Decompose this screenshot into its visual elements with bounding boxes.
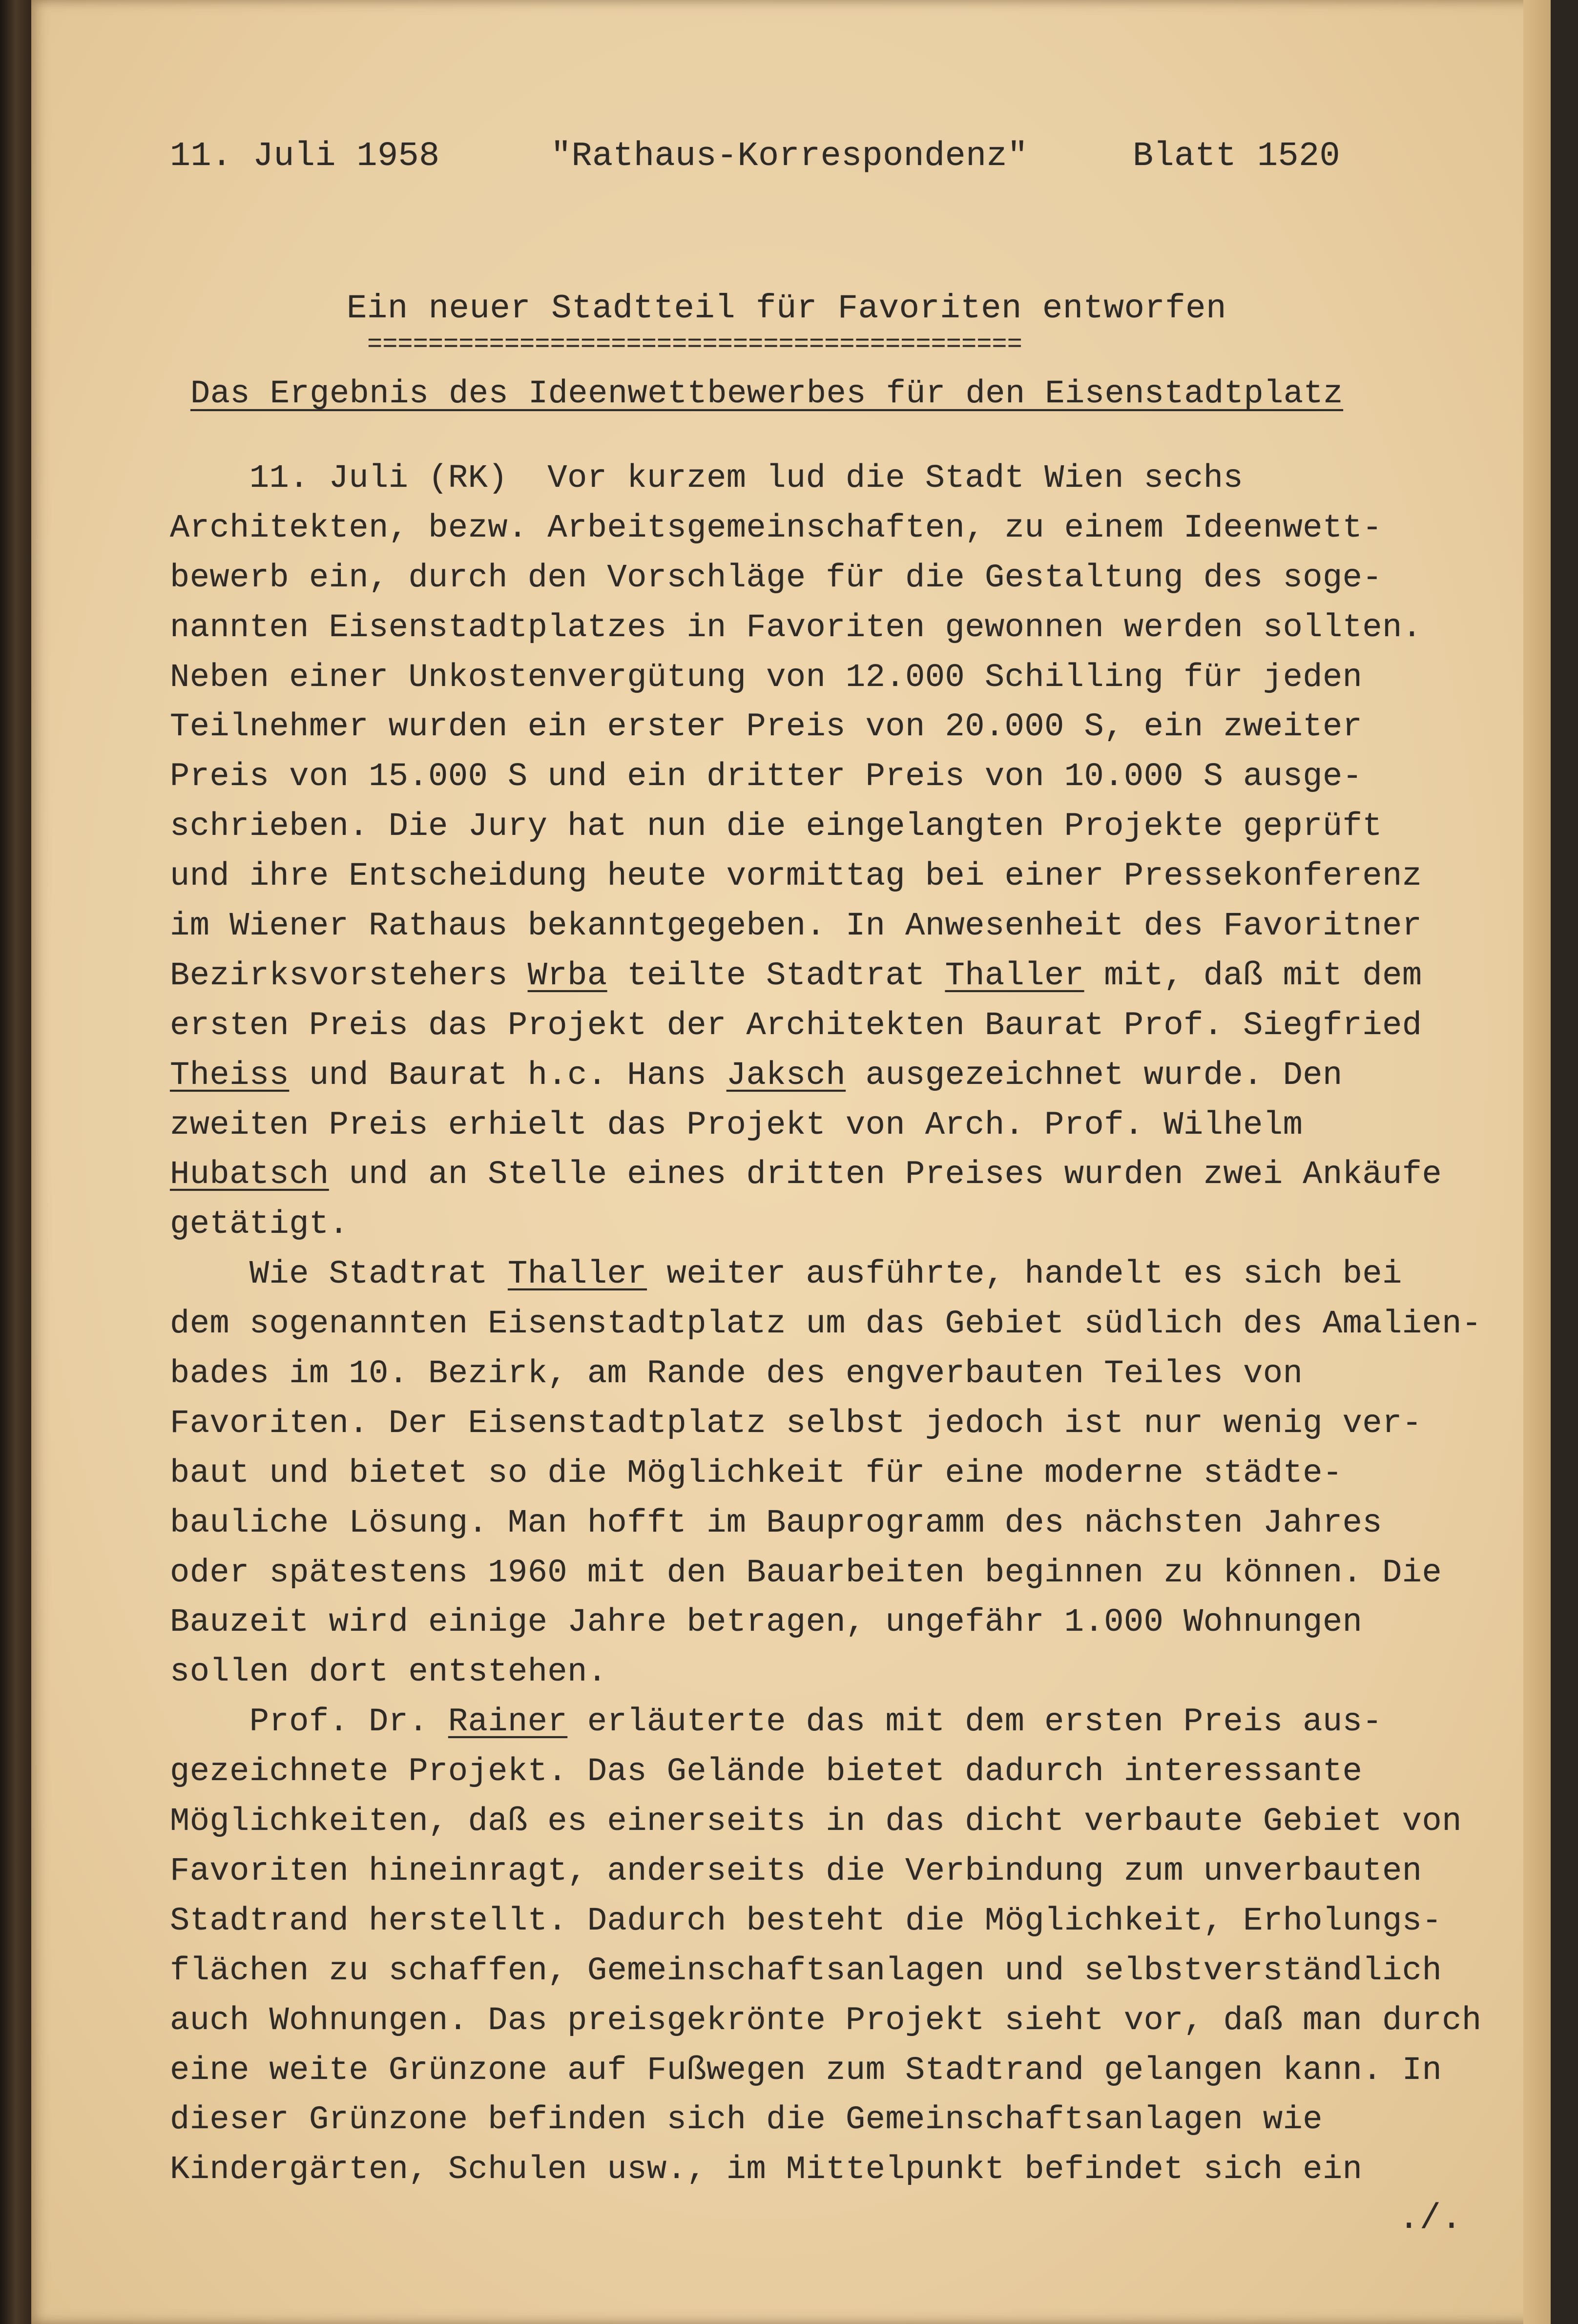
header-publication: "Rathaus-Korrespondenz" (551, 137, 1028, 176)
body-text: Architekten, bezw. Arbeitsgemeinschaften, zu einem Ideenwett- (170, 509, 1383, 547)
body-line (170, 1499, 1537, 1549)
document-page (31, 0, 1551, 2324)
body-line (170, 504, 1537, 554)
header-date: 11. Juli 1958 (170, 137, 440, 176)
body-text: bewerb ein, durch den Vorschläge für die Gestaltung des soge- (170, 559, 1383, 597)
continuation-mark: ./. (1398, 2199, 1463, 2239)
body-text: dem sogenannten Eisenstadtplatz um das Gebiet südlich des Amalien- (170, 1306, 1482, 1343)
underlined-name: Theiss (170, 1057, 290, 1094)
binding-spine (0, 0, 35, 2324)
body-line (170, 802, 1537, 852)
body-line (170, 2046, 1537, 2096)
body-text: 11. Juli (RK) Vor kurzem lud die Stadt Wien sechs (170, 460, 1244, 497)
body-text: erläuterte das mit dem ersten Preis aus- (567, 1703, 1383, 1741)
body-line (170, 1847, 1537, 1897)
underlined-name: Thaller (945, 957, 1084, 995)
body-line (170, 1001, 1537, 1051)
body-text: ersten Preis das Projekt der Architekten Baurat Prof. Siegfried (170, 1007, 1422, 1044)
body-text: flächen zu schaffen, Gemeinschaftsanlagen und selbstverständlich (170, 1952, 1442, 1990)
body-text: Prof. Dr. (170, 1703, 448, 1741)
body-line (170, 2096, 1537, 2145)
body-line (170, 703, 1537, 752)
body-line (170, 1648, 1537, 1698)
underlined-name: Thaller (508, 1256, 647, 1293)
body-line (170, 1051, 1537, 1101)
body-line (170, 1300, 1537, 1349)
body-text: baut und bietet so die Möglichkeit für eine moderne städte- (170, 1454, 1343, 1492)
body-text: Bauzeit wird einige Jahre betragen, ungefähr 1.000 Wohnungen (170, 1604, 1363, 1641)
body-line (170, 554, 1537, 603)
body-text: nannten Eisenstadtplatzes in Favoriten gewonnen werden sollten. (170, 609, 1422, 646)
body-line (170, 1897, 1537, 1947)
article-headline: Ein neuer Stadtteil für Favoriten entworfen (347, 290, 1226, 328)
body-text: auch Wohnungen. Das preisgekrönte Projekt sieht vor, daß man durch (170, 2002, 1482, 2039)
body-text: Bezirksvorstehers (170, 957, 528, 995)
body-text: Teilnehmer wurden ein erster Preis von 20.000 S, ein zweiter (170, 708, 1363, 746)
body-line (170, 454, 1537, 504)
body-line (170, 1349, 1537, 1399)
body-line (170, 902, 1537, 952)
body-text: Stadtrand herstellt. Dadurch besteht die Möglichkeit, Erholungs- (170, 1902, 1442, 1940)
body-line (170, 1747, 1537, 1797)
article-body (170, 454, 1537, 2195)
body-text: Wie Stadtrat (170, 1256, 508, 1293)
body-text: weiter ausführte, handelt es sich bei (646, 1256, 1402, 1293)
body-text: bauliche Lösung. Man hofft im Bauprogramm des nächsten Jahres (170, 1504, 1383, 1542)
body-line (170, 1399, 1537, 1449)
body-text: getätigt. (170, 1206, 349, 1244)
underlined-name: Rainer (448, 1703, 568, 1741)
body-line (170, 852, 1537, 902)
body-text: und Baurat h.c. Hans (289, 1057, 727, 1094)
body-text: Neben einer Unkostenvergütung von 12.000 Schilling für jeden (170, 659, 1363, 696)
body-line (170, 1549, 1537, 1598)
body-text: Favoriten. Der Eisenstadtplatz selbst jedoch ist nur wenig ver- (170, 1405, 1422, 1442)
body-line (170, 603, 1537, 653)
body-text: im Wiener Rathaus bekanntgegeben. In Anwesenheit des Favoritner (170, 908, 1422, 945)
body-line (170, 1598, 1537, 1648)
body-line (170, 653, 1537, 703)
body-text: dieser Grünzone befinden sich die Gemeinschaftsanlagen wie (170, 2101, 1323, 2139)
body-line (170, 1101, 1537, 1151)
body-line (170, 1200, 1537, 1250)
body-text: ausgezeichnet wurde. Den (846, 1057, 1343, 1094)
body-text: mit, daß mit dem (1084, 957, 1422, 995)
body-line (170, 1947, 1537, 1996)
body-text: Preis von 15.000 S und ein dritter Preis von 10.000 S ausge- (170, 758, 1363, 796)
body-text: Kindergärten, Schulen usw., im Mittelpunkt befindet sich ein (170, 2151, 1363, 2189)
body-text: und an Stelle eines dritten Preises wurden zwei Ankäufe (329, 1156, 1442, 1194)
body-text: Möglichkeiten, daß es einerseits in das dicht verbaute Gebiet von (170, 1803, 1462, 1841)
body-text: sollen dort entstehen. (170, 1654, 607, 1691)
body-text: und ihre Entscheidung heute vormittag bei einer Pressekonferenz (170, 858, 1422, 895)
body-line (170, 752, 1537, 802)
body-line (170, 952, 1537, 1001)
body-line (170, 1698, 1537, 1747)
body-text: schrieben. Die Jury hat nun die eingelangten Projekte geprüft (170, 808, 1383, 846)
body-line (170, 1996, 1537, 2046)
headline-rule: =========================================== (367, 330, 1022, 359)
body-text: Favoriten hineinragt, anderseits die Verbindung zum unverbauten (170, 1852, 1422, 1890)
body-line (170, 1250, 1537, 1300)
body-text: teilte Stadtrat (607, 957, 945, 995)
underlined-name: Wrba (527, 957, 607, 995)
body-line (170, 2145, 1537, 2195)
body-line (170, 1150, 1537, 1200)
underlined-name: Hubatsch (170, 1156, 329, 1194)
body-line (170, 1797, 1537, 1847)
body-text: oder spätestens 1960 mit den Bauarbeiten beginnen zu können. Die (170, 1554, 1442, 1592)
body-text: bades im 10. Bezirk, am Rande des engverbauten Teiles von (170, 1355, 1303, 1393)
article-subheadline: Das Ergebnis des Ideenwettbewerbes für den Eisenstadtplatz (190, 375, 1343, 413)
underlined-name: Jaksch (726, 1057, 846, 1094)
body-text: gezeichnete Projekt. Das Gelände bietet dadurch interessante (170, 1753, 1363, 1791)
body-text: zweiten Preis erhielt das Projekt von Arch. Prof. Wilhelm (170, 1106, 1303, 1144)
header-sheet-number: Blatt 1520 (1133, 137, 1341, 176)
body-text: eine weite Grünzone auf Fußwegen zum Stadtrand gelangen kann. In (170, 2052, 1442, 2089)
body-line (170, 1449, 1537, 1499)
